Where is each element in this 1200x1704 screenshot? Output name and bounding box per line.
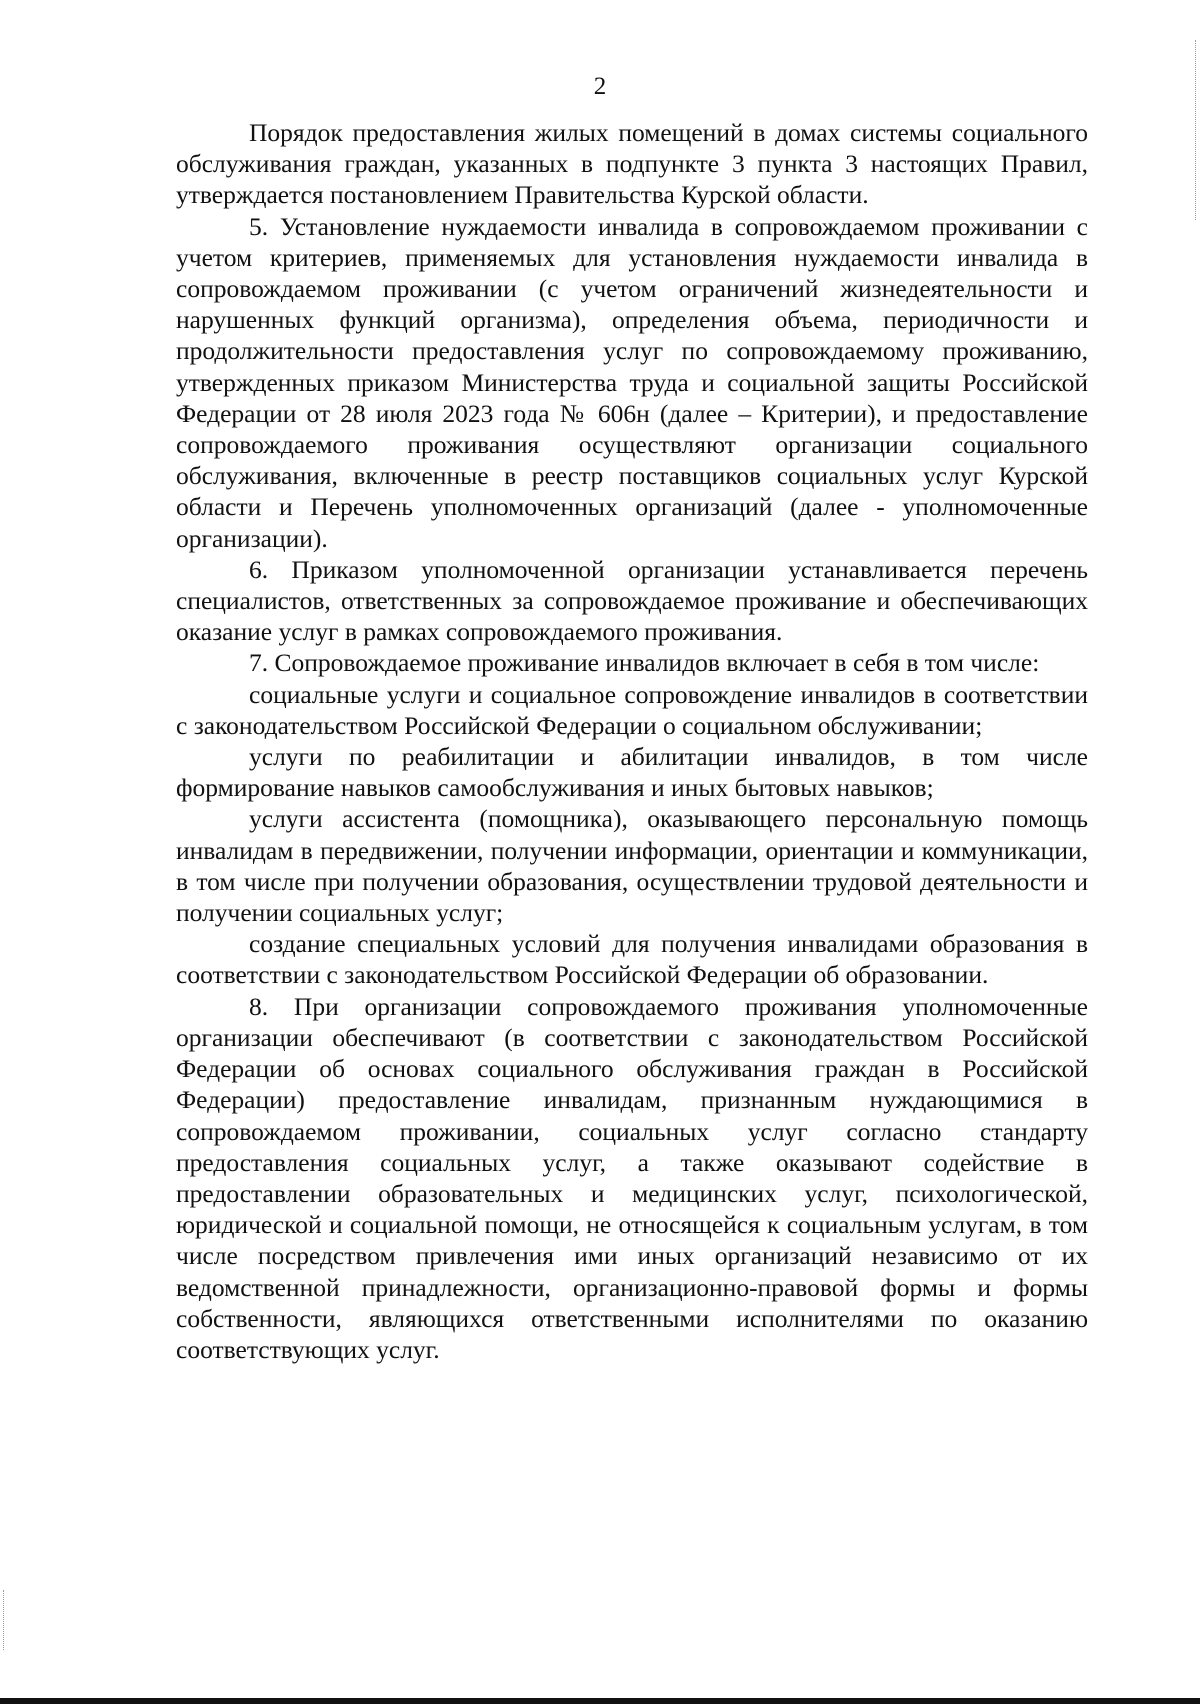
paragraph-item-6: 6. Приказом уполномоченной организации устанавливается перечень специалистов, ответственных за сопровождаемое проживание и обеспечивающих оказание услуг в рамках сопровождаемого проживания. <box>176 554 1088 647</box>
document-body <box>176 117 1088 1365</box>
scan-edge-mark <box>1194 40 1196 220</box>
paragraph-item-8: 8. При организации сопровождаемого проживания уполномоченные организации обеспечивают (в соответствии с законодательством Российской Федерации об основах социального обслуживания граждан в Российской Федерации) предоставление инвалидам, признанным нуждающимися в сопровождаемом проживании, социальных услуг согласно стандарту предоставления социальных услуг, а также оказывают содействие в предоставлении образовательных и медицинских услуг, психологической, юридической и социальной помощи, не относящейся к социальным услугам, в том числе посредством привлечения ими иных организаций независимо от их ведомственной принадлежности, организационно-правовой формы и формы собственности, являющихся ответственными исполнителями по оказанию соответствующих услуг. <box>176 991 1088 1364</box>
scan-bottom-edge <box>0 1698 1200 1704</box>
list-item-social-services: социальные услуги и социальное сопровождение инвалидов в соответствии с законодательством Российской Федерации о социальном обслуживании; <box>176 679 1088 740</box>
paragraph-item-5: 5. Установление нуждаемости инвалида в сопровождаемом проживании с учетом критериев, применяемых для установления нуждаемости инвалида в сопровождаемом проживании (с учетом ограничений жизнедеятельности и нарушенных функций организма), определения объема, периодичности и продолжительности предоставления услуг по сопровождаемому проживанию, утвержденных приказом Министерства труда и социальной защиты Российской Федерации от 28 июля 2023 года № 606н (далее – Критерии), и предоставление сопровождаемого проживания осуществляют организации социального обслуживания, включенные в реестр поставщиков социальных услуг Курской области и Перечень уполномоченных организаций (далее - уполномоченные организации). <box>176 211 1088 553</box>
page-number: 2 <box>593 73 607 100</box>
scan-edge-mark <box>3 1590 5 1650</box>
paragraph-housing-procedure: Порядок предоставления жилых помещений в домах системы социального обслуживания граждан, указанных в подпункте 3 пункта 3 настоящих Правил, утверждается постановлением Правительства Курской области. <box>176 118 1088 210</box>
paragraph-item-7: 7. Сопровождаемое проживание инвалидов включает в себя в том числе: <box>249 648 1040 678</box>
list-item-assistant-services: услуги ассистента (помощника), оказывающего персональную помощь инвалидам в передвижении, получении информации, ориентации и коммуникации, в том числе при получении образования, осуществлении трудовой деятельности и получении социальных услуг; <box>176 804 1088 928</box>
list-item-rehabilitation: услуги по реабилитации и абилитации инвалидов, в том числе формирование навыков самообслуживания и иных бытовых навыков; <box>176 742 1088 803</box>
list-item-education-conditions: создание специальных условий для получения инвалидами образования в соответствии с законодательством Российской Федерации об образовании. <box>176 929 1088 990</box>
